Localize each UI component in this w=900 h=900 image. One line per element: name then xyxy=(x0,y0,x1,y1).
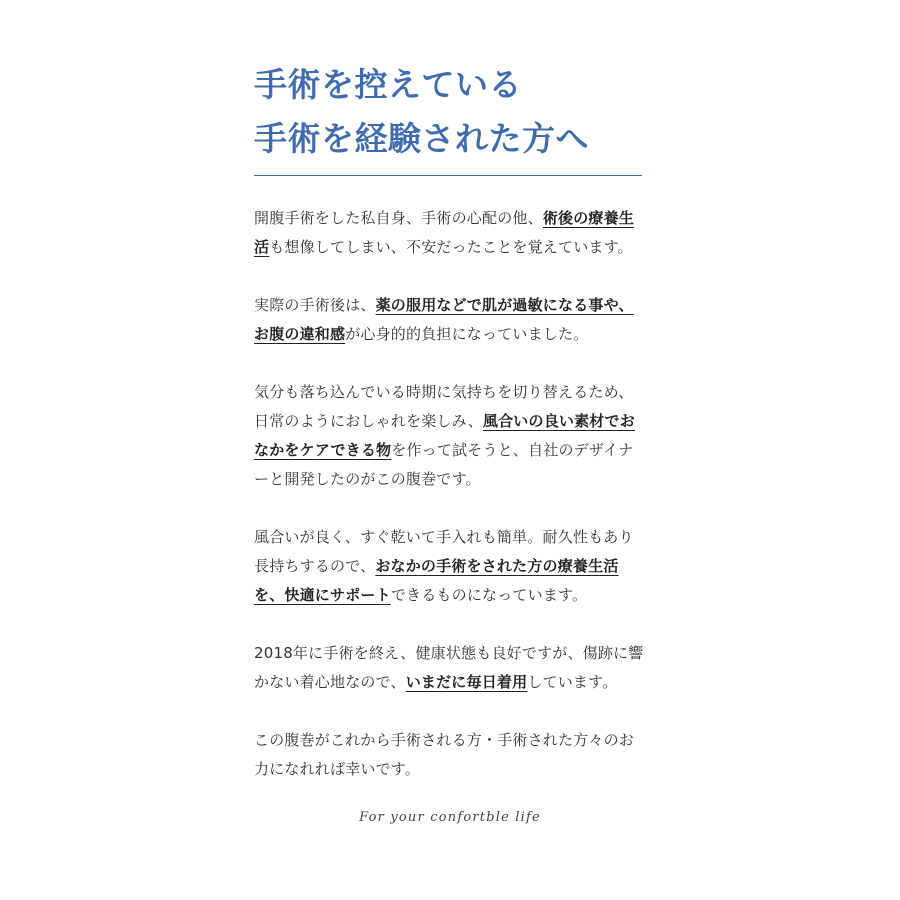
title-line-2: 手術を経験された方へ xyxy=(254,119,589,158)
emphasized-text: いまだに毎日着用 xyxy=(405,673,528,691)
paragraph-text: この腹巻がこれから手術される方・手術された方々のお力になれれば幸いです。 xyxy=(254,731,635,778)
main-content xyxy=(254,58,646,813)
body-paragraph xyxy=(254,639,646,697)
paragraph-text: 2018年に手術を終え、健康状態も良好ですが、傷跡に響かない着心地なので、 xyxy=(254,644,644,691)
page-title xyxy=(254,58,646,166)
body-paragraph xyxy=(254,726,646,784)
paragraph-text: しています。 xyxy=(527,673,618,691)
emphasized-text: 薬の服用などで肌が過敏になる事や、お腹の違和感 xyxy=(254,296,634,343)
body-paragraph xyxy=(254,378,646,494)
emphasized-text: 風合いの良い素材でおなかをケアできる物 xyxy=(254,412,635,459)
paragraph-text: できるものになっています。 xyxy=(390,586,588,604)
paragraph-text: 気分も落ち込んでいる時期に気持ちを切り替えるため、日常のようにおしゃれを楽しみ、 xyxy=(254,383,634,430)
paragraph-text: 開腹手術をした私自身、手術の心配の他、 xyxy=(254,209,543,227)
emphasized-text: 術後の療養生活 xyxy=(254,209,635,256)
emphasized-text: おなかの手術をされた方の療養生活を、快適にサポート xyxy=(254,557,619,604)
paragraph-text: 風合いが良く、すぐ乾いて手入れも簡単。耐久性もあり長持ちするので、 xyxy=(254,528,634,575)
body-paragraph xyxy=(254,204,646,262)
body-text xyxy=(254,204,646,784)
tagline: For your confortble life xyxy=(359,810,541,825)
title-line-1: 手術を控えている xyxy=(254,65,522,104)
paragraph-text: も想像してしまい、不安だったことを覚えています。 xyxy=(269,238,633,256)
title-divider xyxy=(254,175,642,176)
paragraph-text: が心身的的負担になっていました。 xyxy=(345,325,589,343)
body-paragraph xyxy=(254,291,646,349)
paragraph-text: 実際の手術後は、 xyxy=(254,296,376,314)
body-paragraph xyxy=(254,523,646,610)
paragraph-text: を作って試そうと、自社のデザイナーと開発したのがこの腹巻です。 xyxy=(254,441,634,488)
